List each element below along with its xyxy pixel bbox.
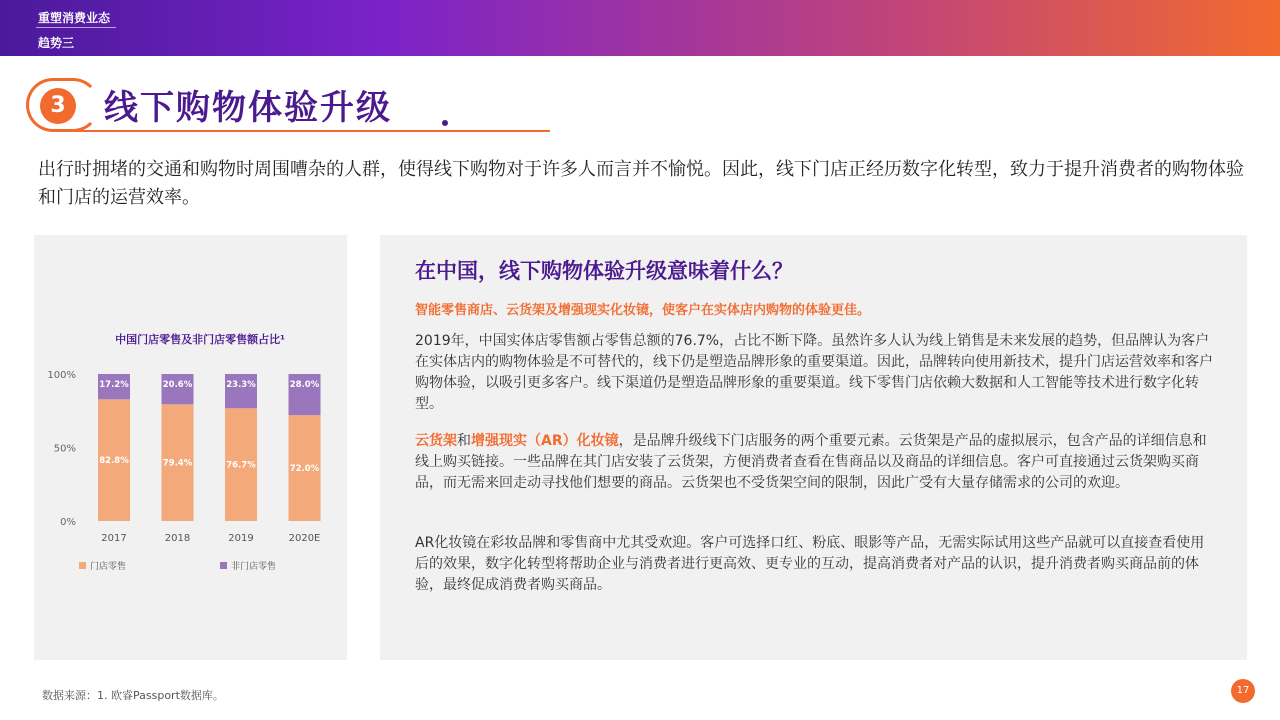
header-banner <box>0 0 1280 56</box>
page-title: 线下购物体验升级 <box>104 88 392 128</box>
header-trend: 趋势三 <box>38 36 75 50</box>
paragraph-2 <box>415 431 1215 494</box>
page-number: 17 <box>1231 679 1255 703</box>
title-underline <box>72 130 550 132</box>
x-tick-label: 2017 <box>101 533 127 544</box>
data-label: 17.2% <box>99 380 129 390</box>
paragraph-1: 2019年，中国实体店零售额占零售总额的76.7%，占比不断下降。虽然许多人认为线上销售是未来发展的趋势，但品牌认为客户在实体店内的购物体验是不可替代的，线下仍是塑造品牌形象的重要渠道。因此，品牌转向使用新技术，提升门店运营效率和客户购物体验，以吸引更多客户。线下渠道仍是塑造品牌形象的重要渠道。线下零售门店依赖大数据和人工智能等技术进行数字化转型。 <box>415 333 1213 412</box>
legend-label: 门店零售 <box>90 562 127 572</box>
term-conjunction: 和 <box>457 433 471 449</box>
paragraph-3: AR化妆镜在彩妆品牌和零售商中尤其受欢迎。客户可选择口红、粉底、眼影等产品，无需实际试用这些产品就可以直接查看使用后的效果，数字化转型将帮助企业与消费者进行更高效、更专业的互动，提高消费者对产品的认识，提升消费者购买商品前的体验，最终促成消费者购买商品。 <box>415 535 1205 593</box>
paragraph-2-body: ，是品牌升级线下门店服务的两个重要元素。云货架是产品的虚拟展示，包含产品的详细信息和线上购买链接。一些品牌在其门店安装了云货架，方便消费者查看在售商品以及商品的详细信息。客户可直接通过云货架购买商品，而无需来回走动寻找他们想要的商品。云货架也不受货架空间的限制，因此广受有大量存储需求的公司的欢迎。 <box>415 433 1207 491</box>
panel-highlight: 智能零售商店、云货架及增强现实化妆镜，使客户在实体店内购物的体验更佳。 <box>415 303 871 318</box>
x-tick-label: 2019 <box>228 533 254 544</box>
content-panel <box>380 235 1247 660</box>
x-tick-label: 2020E <box>288 533 321 544</box>
source-note: 数据来源：1. 欧睿Passport数据库。 <box>42 689 224 702</box>
data-label: 20.6% <box>162 380 193 390</box>
x-tick-label: 2018 <box>164 533 191 544</box>
data-label: 76.7% <box>226 460 256 471</box>
y-tick-label: 100% <box>47 370 76 381</box>
data-label: 82.8% <box>99 456 129 467</box>
title-number-badge: 3 <box>40 88 76 124</box>
chart-title: 中国门店零售及非门店零售额占比¹ <box>115 333 285 346</box>
data-label: 79.4% <box>162 458 193 469</box>
section-title <box>22 74 532 138</box>
header-divider <box>36 27 116 28</box>
header-section: 重塑消费业态 <box>38 11 111 25</box>
legend-swatch <box>220 562 227 569</box>
data-label: 23.3% <box>226 380 256 390</box>
data-label: 28.0% <box>289 380 320 390</box>
intro-paragraph: 出行时拥堵的交通和购物时周围嘈杂的人群，使得线下购物对于许多人而言并不愉悦。因此，线下门店正经历数字化转型，致力于提升消费者的购物体验和门店的运营效率。 <box>38 159 1244 208</box>
term-cloud-shelf: 云货架 <box>415 433 457 449</box>
term-ar-mirror: 增强现实（AR）化妆镜 <box>471 433 619 449</box>
title-underline-dot <box>442 120 448 126</box>
chart-panel <box>34 235 347 660</box>
panel-question: 在中国，线下购物体验升级意味着什么？ <box>415 259 793 283</box>
y-tick-label: 0% <box>60 517 76 528</box>
legend-swatch <box>79 562 86 569</box>
stacked-bar-chart <box>34 235 347 660</box>
y-tick-label: 50% <box>53 443 76 455</box>
legend-label: 非门店零售 <box>231 562 277 572</box>
data-label: 72.0% <box>289 464 320 475</box>
